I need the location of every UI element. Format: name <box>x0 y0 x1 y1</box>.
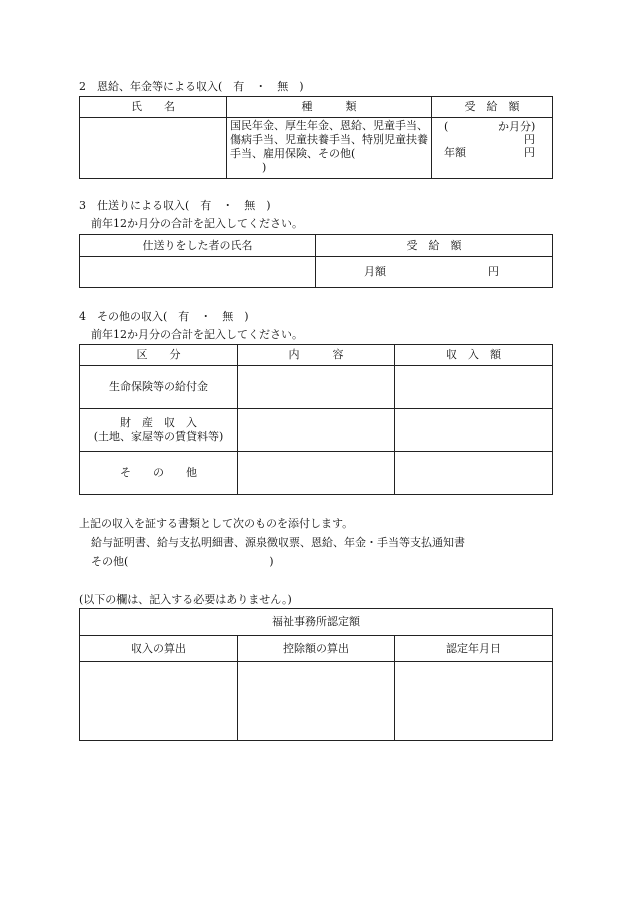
header-income-amount: 収 入 額 <box>395 345 553 366</box>
attachment-line1: 上記の収入を証する書類として次のものを添付します。 <box>79 517 354 530</box>
header-income-calc: 収入の算出 <box>80 636 238 662</box>
deduction-calc-cell <box>238 662 395 741</box>
header-name: 氏 名 <box>80 97 227 118</box>
section3-note: 前年12か月分の合計を記入してください。 <box>91 217 303 230</box>
header-approval-date: 認定年月日 <box>395 636 553 662</box>
amount-months: か月分) <box>498 120 536 133</box>
row-other-label: そ の 他 <box>80 452 238 495</box>
office-note: (以下の欄は、記入する必要はありません。) <box>79 593 292 606</box>
section2-heading: 2 恩給、年金等による収入( 有 ・ 無 ) <box>79 80 304 93</box>
attachment-other-close: ) <box>269 555 274 568</box>
header-category: 区 分 <box>80 345 238 366</box>
attachment-other <box>91 555 274 569</box>
office-table <box>79 608 553 741</box>
header-sender-name: 仕送りをした者の氏名 <box>80 235 316 257</box>
section4-heading: 4 その他の収入( 有 ・ 無 ) <box>79 310 249 323</box>
amount-open-paren: ( <box>444 120 449 133</box>
row-property-income-label <box>80 409 238 452</box>
approval-date-cell <box>395 662 553 741</box>
allowance-income-table <box>79 234 553 288</box>
monthly-yen: 円 <box>488 265 499 278</box>
amount-yen: 円 <box>524 133 535 146</box>
pension-kinds-close: ) <box>262 161 267 174</box>
other-income-table <box>79 344 553 495</box>
allowance-amount-cell[interactable] <box>316 257 553 288</box>
row-life-insurance-amount[interactable] <box>395 366 553 409</box>
pension-kinds-text: 国民年金、厚生年金、恩給、児童手当、傷病手当、児童扶養手当、特別児童扶養手当、雇用保険、その他( <box>230 119 428 160</box>
sender-name-cell[interactable] <box>80 257 316 288</box>
row-life-insurance-content[interactable] <box>238 366 395 409</box>
header-content: 内 容 <box>238 345 395 366</box>
header-amount: 受 給 額 <box>432 97 553 118</box>
monthly-label: 月額 <box>364 265 386 278</box>
header-allowance-amount: 受 給 額 <box>316 235 553 257</box>
row-other-amount[interactable] <box>395 452 553 495</box>
attachment-other-open: その他( <box>91 555 129 568</box>
attachment-line2: 給与証明書、給与支払明細書、源泉徴収票、恩給、年金・手当等支払通知書 <box>91 536 465 549</box>
row-property-income-content[interactable] <box>238 409 395 452</box>
row-other-content[interactable] <box>238 452 395 495</box>
income-calc-cell <box>80 662 238 741</box>
section4-note: 前年12か月分の合計を記入してください。 <box>91 328 303 341</box>
pension-kinds-cell[interactable] <box>227 118 432 179</box>
amount-year-yen: 円 <box>524 146 535 159</box>
amount-year-label: 年額 <box>444 146 466 159</box>
row-life-insurance-label: 生命保険等の給付金 <box>80 366 238 409</box>
section3-heading: 3 仕送りによる収入( 有 ・ 無 ) <box>79 199 271 212</box>
name-cell[interactable] <box>80 118 227 179</box>
office-title: 福祉事務所認定額 <box>80 609 553 636</box>
header-deduction-calc: 控除額の算出 <box>238 636 395 662</box>
header-kind: 種 類 <box>227 97 432 118</box>
row-property-income-amount[interactable] <box>395 409 553 452</box>
property-income-title: 財 産 収 入 <box>120 416 197 429</box>
property-income-sub: (土地、家屋等の賃貸料等) <box>93 430 224 443</box>
pension-income-table <box>79 96 553 179</box>
pension-amount-cell[interactable] <box>432 118 553 179</box>
